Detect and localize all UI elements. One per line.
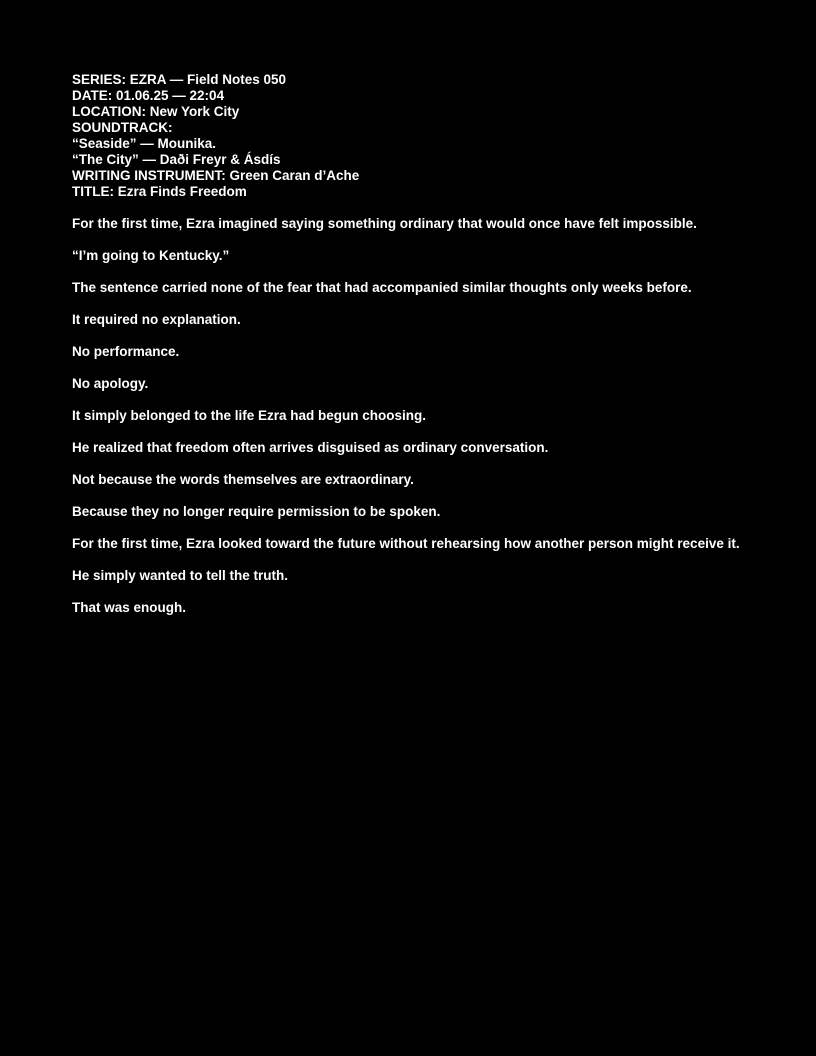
series-line: SERIES: EZRA — Field Notes 050: [72, 72, 287, 87]
paragraph: It simply belonged to the life Ezra had begun choosing.: [72, 408, 427, 423]
paragraph: The sentence carried none of the fear that had accompanied similar thoughts only weeks before.: [72, 280, 692, 295]
field-notes-header: [72, 72, 744, 200]
document-page: [72, 72, 744, 632]
paragraph: No apology.: [72, 376, 149, 391]
soundtrack-track-2: “The City” — Daði Freyr & Ásdís: [72, 152, 281, 167]
title-line: TITLE: Ezra Finds Freedom: [72, 184, 247, 199]
paragraph: He simply wanted to tell the truth.: [72, 568, 289, 583]
soundtrack-label: SOUNDTRACK:: [72, 120, 173, 135]
paragraph: No performance.: [72, 344, 180, 359]
paragraph: He realized that freedom often arrives disguised as ordinary conversation.: [72, 440, 549, 455]
writing-instrument-line: WRITING INSTRUMENT: Green Caran d’Ache: [72, 168, 360, 183]
date-line: DATE: 01.06.25 — 22:04: [72, 88, 225, 103]
body-text: [72, 216, 744, 616]
paragraph: For the first time, Ezra imagined saying something ordinary that would once have felt impossible.: [72, 216, 697, 231]
paragraph: That was enough.: [72, 600, 187, 615]
paragraph: For the first time, Ezra looked toward the future without rehearsing how another person might receive it.: [72, 536, 740, 551]
paragraph: It required no explanation.: [72, 312, 241, 327]
soundtrack-track-1: “Seaside” — Mounika.: [72, 136, 217, 151]
paragraph: Because they no longer require permission to be spoken.: [72, 504, 441, 519]
paragraph: Not because the words themselves are extraordinary.: [72, 472, 414, 487]
location-line: LOCATION: New York City: [72, 104, 240, 119]
paragraph: “I’m going to Kentucky.”: [72, 248, 230, 263]
